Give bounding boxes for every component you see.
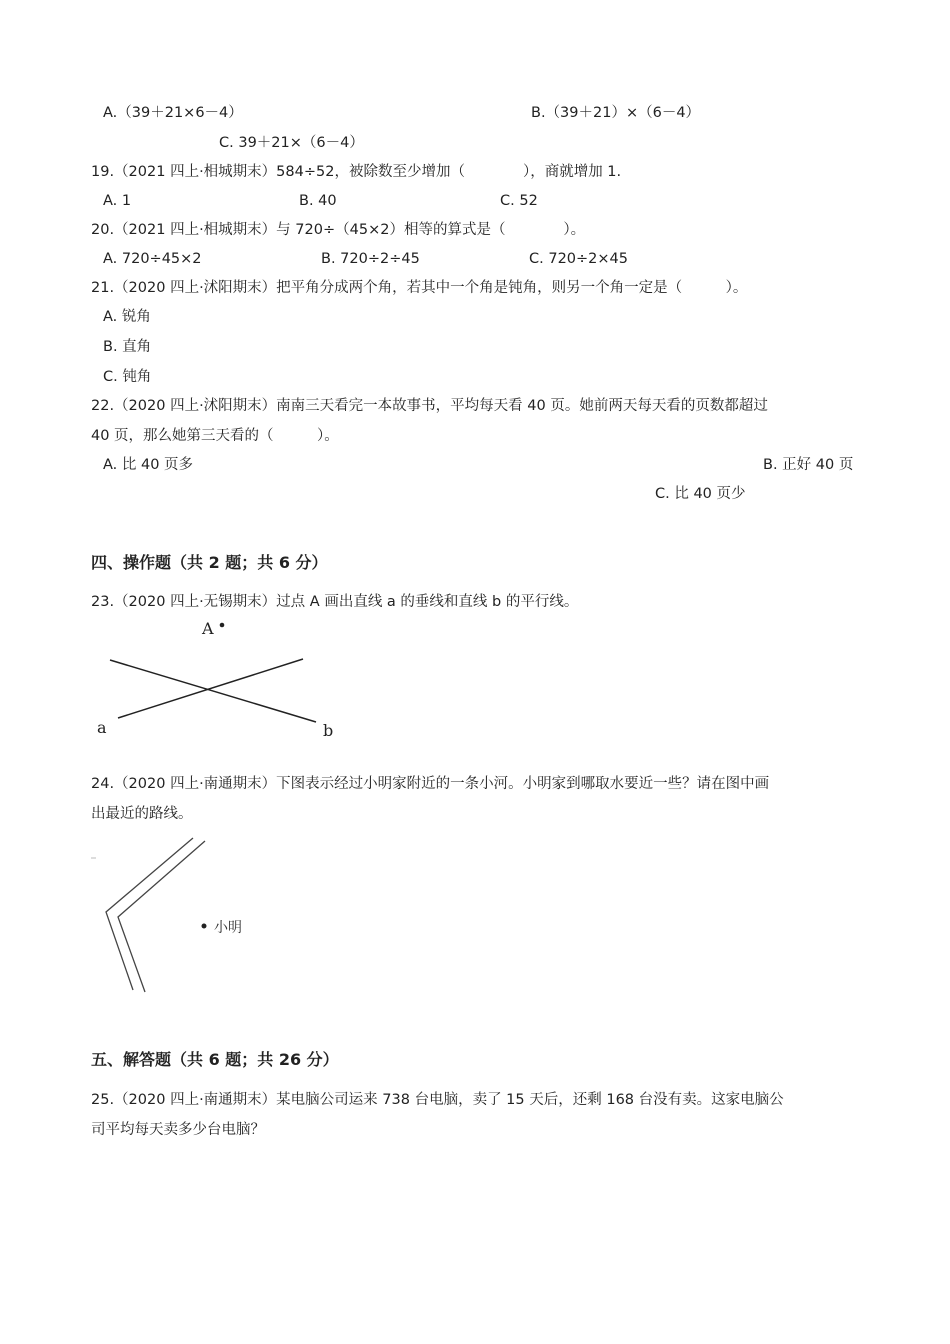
section-heading-answers: 五、解答题（共 6 题；共 26 分） — [91, 1050, 339, 1069]
q24-stem-line2: 出最近的路线。 — [91, 806, 193, 822]
q18-option-a: A.（39＋21×6－4） — [103, 105, 243, 121]
q19-option-a: A. 1 — [103, 193, 132, 209]
q18-option-c: C. 39＋21×（6－4） — [219, 135, 364, 151]
q19-option-b: B. 40 — [299, 193, 337, 209]
q21-stem: 21.（2020 四上·沭阳期末）把平角分成两个角，若其中一个角是钝角，则另一个角一定是（ ）。 — [91, 280, 748, 296]
line-a-label: a — [97, 718, 107, 737]
q22-option-a: A. 比 40 页多 — [103, 457, 194, 473]
q18-option-b: B.（39＋21）×（6－4） — [531, 105, 701, 121]
q20-option-c: C. 720÷2×45 — [529, 251, 628, 267]
river-bank-outer — [106, 838, 193, 990]
q21-option-b: B. 直角 — [103, 339, 152, 355]
line-b-label: b — [323, 721, 334, 740]
q19-option-c: C. 52 — [500, 193, 538, 209]
section-heading-operations: 四、操作题（共 2 题；共 6 分） — [91, 553, 328, 572]
river-bank-inner — [118, 841, 205, 992]
q24-stem-line1: 24.（2020 四上·南通期末）下图表示经过小明家附近的一条小河。小明家到哪取水要近一些？请在图中画 — [91, 776, 770, 792]
q25-stem-line1: 25.（2020 四上·南通期末）某电脑公司运来 738 台电脑，卖了 15 天后，还剩 168 台没有卖。这家电脑公 — [91, 1092, 784, 1108]
q19-stem: 19.（2021 四上·相城期末）584÷52，被除数至少增加（ ），商就增加 1. — [91, 164, 622, 180]
q22-option-b: B. 正好 40 页 — [763, 457, 854, 473]
q22-stem-line1: 22.（2020 四上·沭阳期末）南南三天看完一本故事书，平均每天看 40 页。她前两天每天看的页数都超过 — [91, 398, 768, 414]
q22-stem-line2: 40 页，那么她第三天看的（ ）。 — [91, 428, 339, 444]
q25-stem-line2: 司平均每天卖多少台电脑？ — [91, 1122, 265, 1138]
q21-option-c: C. 钝角 — [103, 369, 152, 385]
home-dot — [202, 924, 207, 929]
point-a-label: A — [202, 619, 214, 638]
home-label: 小明 — [214, 920, 242, 936]
q20-option-b: B. 720÷2÷45 — [321, 251, 420, 267]
q20-stem: 20.（2021 四上·相城期末）与 720÷（45×2）相等的算式是（ ）。 — [91, 222, 586, 238]
q20-option-a: A. 720÷45×2 — [103, 251, 202, 267]
q23-stem: 23.（2020 四上·无锡期末）过点 A 画出直线 a 的垂线和直线 b 的平行线。 — [91, 594, 579, 610]
q21-option-a: A. 锐角 — [103, 309, 151, 325]
q22-option-c: C. 比 40 页少 — [655, 486, 746, 502]
